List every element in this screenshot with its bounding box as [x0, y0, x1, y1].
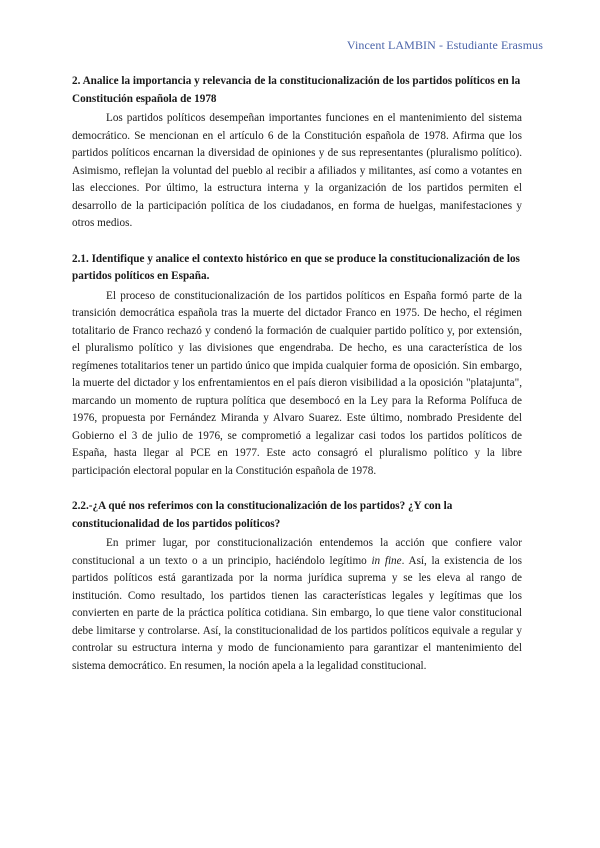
section-paragraph: Los partidos políticos desempeñan importantes funciones en el mantenimiento del sistema democrático. Se mencionan en el artículo 6 de la Constitución española de 1978. Afirma que los partidos políticos encarnan la diversidad de opiniones y de sus representantes (pluralismo político). Asimismo, reflejan la voluntad del pueblo al recibir a afiliados y militantes, así como a votantes en las elecciones. Por último, la estructura interna y la organización de los partidos permiten el desarrollo de la participación política de los ciudadanos, en forma de huelgas, manifestaciones y otros medios. [72, 112, 522, 229]
section-heading: 2. Analice la importancia y relevancia de la constitucionalización de los partidos políticos en la Constitución española de 1978 [72, 75, 521, 105]
section-heading: 2.2.-¿A qué nos referimos con la constitucionalización de los partidos? ¿Y con la constitucionalidad de los partidos políticos? [72, 500, 453, 530]
section-paragraph [72, 535, 522, 675]
document-body [72, 73, 522, 693]
section-paragraph: El proceso de constitucionalización de los partidos políticos en España formó parte de la transición democrática española tras la muerte del dictador Franco en 1975. De hecho, el régimen totalitario de Franco rechazó y condenó la formación de cualquier partido político y, por extensión, el pluralismo político y las divisiones que engendraba. De hecho, es una característica de los regímenes totalitarios tener un partido único que impida cualquier forma de oposición. Sin embargo, la muerte del dictador y los enfrentamientos en el país dieron visibilidad a la oposición "platajunta", marcando un momento de ruptura política que desembocó en la Ley para la Reforma Polífuca de 1976, propuesta por Fernández Miranda y Alvaro Suarez. Este último, nombrado Presidente del Gobierno el 3 de julio de 1976, se comprometió a legalizar casi todos los partidos políticos de España, hasta llegar al PCE en 1977. Este acto consagró el pluralismo político y la libre participación electoral popular en la Constitución española de 1978. [72, 289, 522, 477]
paragraph-text-start: En primer lugar, por constitucionalización entendemos la acción que confiere valor constitucional a un texto o a un principio, haciéndolo legítimo [72, 537, 522, 567]
section-heading: 2.1. Identifique y analice el contexto histórico en que se produce la constitucionalización de los partidos políticos en España. [72, 252, 520, 282]
page-header-author: Vincent LAMBIN - Estudiante Erasmus [346, 38, 543, 52]
latin-phrase: in fine [371, 554, 402, 567]
section-2-1 [72, 251, 522, 481]
paragraph-text-end: . Así, la existencia de los partidos políticos está garantizada por la norma jurídica suprema y se les eleva al rango de institución. Como resultado, los partidos tienen las características legales y legítimas que los convierten en parte de la práctica política cotidiana. Sin embargo, lo que tiene valor constitucional debe limitarse y controlarse. Así, la constitucionalidad de los partidos políticos equivale a regular y controlar su estructura interna y modo de funcionamiento para garantizar el mantenimiento del sistema democrático. En resumen, la noción apela a la legalidad constitucional. [72, 554, 522, 672]
section-2-2 [72, 498, 522, 675]
section-2 [72, 73, 522, 233]
